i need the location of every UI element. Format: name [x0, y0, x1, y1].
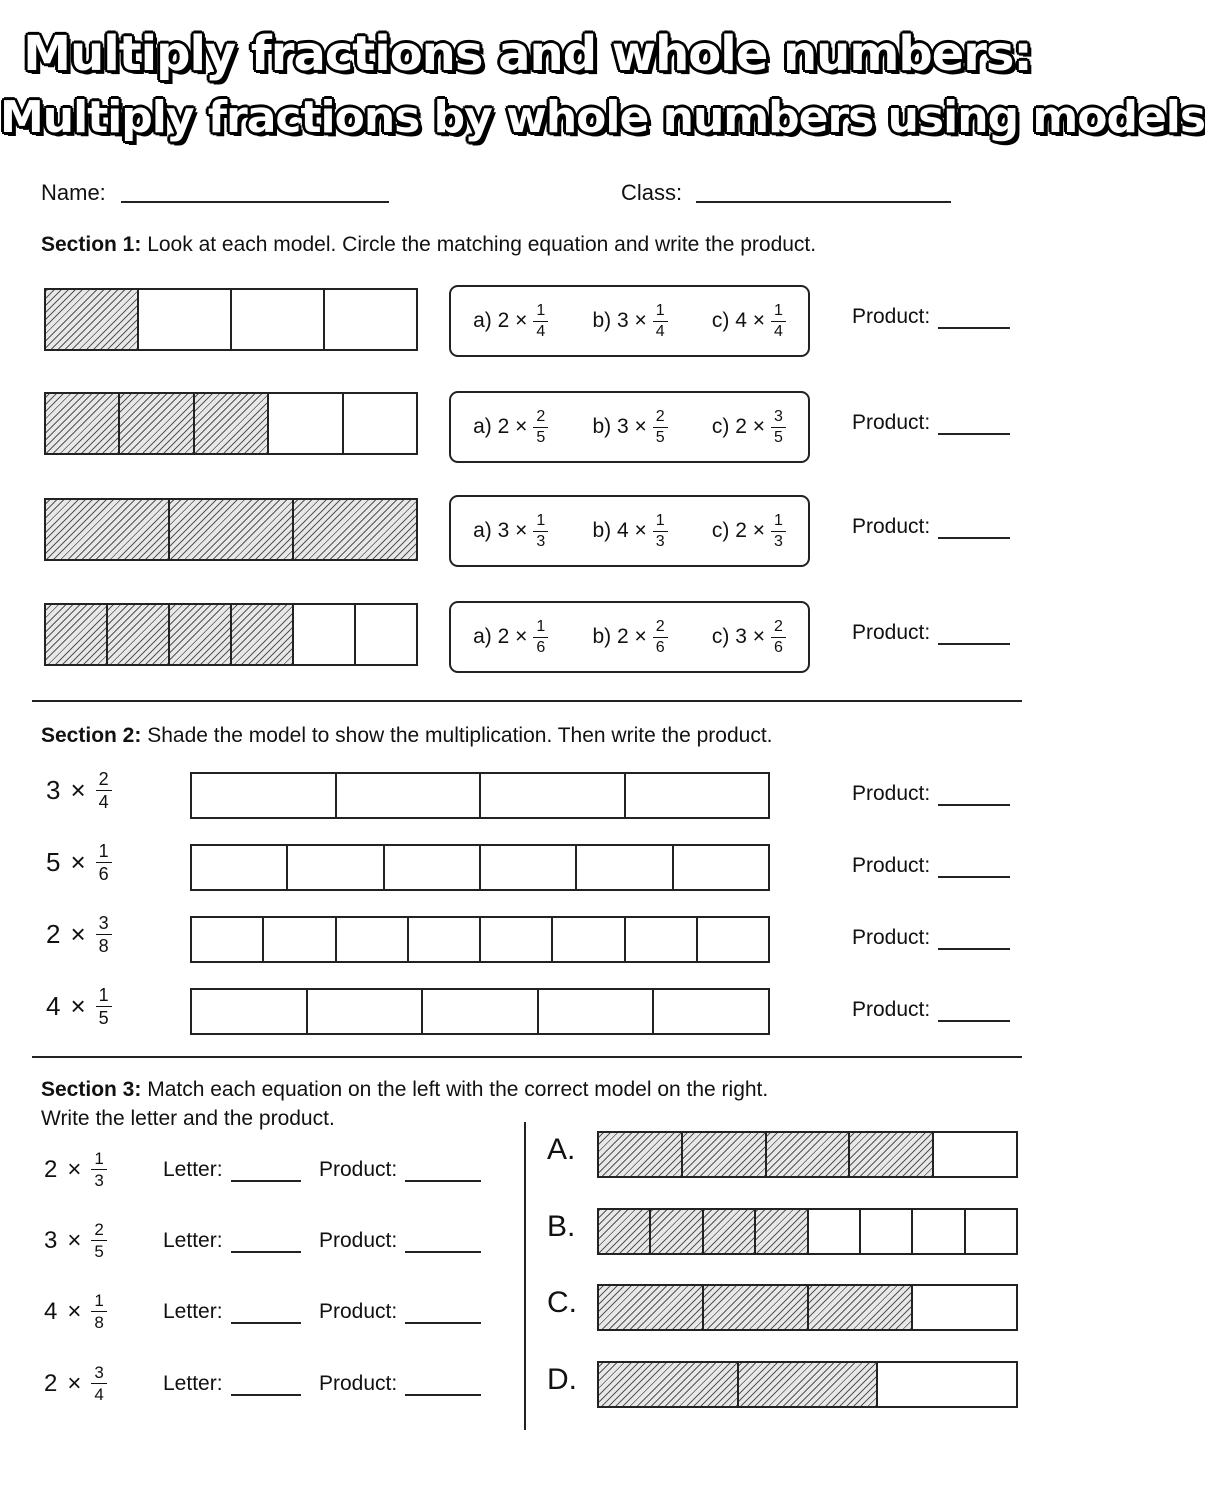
model-part-shaded — [46, 500, 170, 559]
model-part-shaded — [756, 1210, 808, 1253]
fraction-denominator: 5 — [773, 428, 783, 446]
model-letter: D. — [547, 1363, 577, 1396]
fraction-numerator: 3 — [771, 409, 786, 428]
model-part[interactable] — [674, 846, 768, 889]
model-part-shaded — [704, 1210, 756, 1253]
option-text: a) 3 × — [473, 519, 528, 542]
model-part — [934, 1133, 1016, 1176]
whole-number: 4 — [46, 991, 61, 1021]
fraction-model — [44, 288, 418, 351]
fraction-numerator: 1 — [771, 303, 786, 322]
fraction-numerator: 1 — [96, 842, 112, 863]
letter — [163, 1372, 301, 1396]
product-blank[interactable] — [938, 311, 1010, 329]
model-part-shaded — [850, 1133, 934, 1176]
product-blank[interactable] — [405, 1378, 481, 1396]
fraction-model — [597, 1131, 1018, 1178]
model-part-shaded — [599, 1286, 704, 1329]
whole-number: 2 — [46, 919, 61, 949]
model-part — [878, 1363, 1016, 1406]
model-part[interactable] — [654, 990, 768, 1033]
product — [852, 782, 1010, 806]
model-part-shaded — [599, 1133, 683, 1176]
equation-option[interactable] — [473, 303, 548, 340]
letter-label: Letter: — [163, 1372, 223, 1395]
option-text: c) 3 × — [711, 625, 765, 648]
fraction-numerator: 3 — [96, 914, 112, 935]
fraction-model — [597, 1208, 1018, 1255]
fraction-denominator: 3 — [655, 532, 665, 550]
fraction-denominator: 4 — [655, 322, 665, 340]
fraction-denominator: 4 — [773, 322, 783, 340]
model-part-shaded — [46, 290, 139, 349]
fraction — [771, 409, 786, 446]
class-field[interactable] — [696, 201, 951, 203]
model-part[interactable] — [481, 774, 626, 817]
fraction-model — [44, 498, 418, 561]
fraction — [96, 842, 112, 883]
equation — [46, 914, 112, 955]
option-text: b) 3 × — [592, 309, 647, 332]
equation-option[interactable] — [592, 303, 667, 340]
model-part[interactable] — [698, 918, 768, 961]
fraction — [653, 303, 668, 340]
equation-option[interactable] — [473, 409, 548, 446]
fraction-denominator: 3 — [536, 532, 546, 550]
letter-blank[interactable] — [231, 1306, 301, 1324]
model-part-shaded — [809, 1286, 914, 1329]
model-part — [809, 1210, 861, 1253]
option-text: c) 2 × — [711, 519, 765, 542]
equation-option[interactable] — [473, 619, 548, 656]
whole-number: 3 — [46, 775, 61, 805]
letter — [163, 1300, 301, 1324]
fraction-denominator: 8 — [98, 936, 109, 956]
model-part[interactable] — [192, 990, 308, 1033]
fraction — [533, 409, 548, 446]
fraction-denominator: 4 — [98, 792, 109, 812]
fraction-numerator: 2 — [533, 409, 548, 428]
fraction-denominator: 5 — [94, 1242, 104, 1261]
option-text: b) 2 × — [592, 625, 647, 648]
fraction-numerator: 2 — [653, 409, 668, 428]
product — [319, 1229, 481, 1253]
model-part[interactable] — [423, 990, 539, 1033]
model-part-shaded — [739, 1363, 879, 1406]
product — [852, 305, 1010, 329]
model-part[interactable] — [337, 918, 409, 961]
whole-number: 3 — [44, 1226, 58, 1254]
fraction-numerator: 1 — [533, 513, 548, 532]
equation — [46, 986, 112, 1027]
fraction-denominator: 5 — [536, 428, 546, 446]
fraction — [96, 986, 112, 1027]
model-part[interactable] — [337, 774, 482, 817]
model-part — [139, 290, 232, 349]
fraction-numerator: 2 — [771, 619, 786, 638]
equation-choices — [449, 601, 810, 673]
model-part-shaded — [599, 1363, 739, 1406]
equation-option[interactable] — [712, 513, 786, 550]
section3-instructions: Match each equation on the left with the correct model on the right. — [147, 1078, 769, 1101]
option-text: c) 4 × — [711, 309, 765, 332]
model-part-shaded — [294, 500, 416, 559]
class-label: Class: — [621, 180, 683, 205]
fraction-denominator: 6 — [98, 864, 109, 884]
product-label: Product: — [852, 305, 931, 328]
whole-number: 4 — [44, 1297, 58, 1325]
fraction — [653, 619, 668, 656]
model-part-shaded — [170, 500, 294, 559]
model-part[interactable] — [539, 990, 655, 1033]
product — [852, 621, 1010, 645]
model-part-shaded — [232, 605, 294, 664]
fraction — [96, 914, 112, 955]
blank-fraction-model[interactable] — [190, 916, 770, 963]
blank-fraction-model[interactable] — [190, 772, 770, 819]
model-part — [232, 290, 325, 349]
fraction-model — [597, 1284, 1018, 1331]
model-part[interactable] — [288, 846, 384, 889]
fraction-numerator: 2 — [96, 770, 112, 791]
fraction-model — [44, 392, 418, 455]
fraction-numerator: 1 — [91, 1292, 106, 1312]
fraction-model — [44, 603, 418, 666]
equation-option[interactable] — [473, 513, 548, 550]
fraction-numerator: 1 — [533, 619, 548, 638]
letter-label: Letter: — [163, 1229, 223, 1252]
letter-blank[interactable] — [231, 1235, 301, 1253]
fraction-model — [597, 1361, 1018, 1408]
model-part — [913, 1286, 1016, 1329]
model-part[interactable] — [481, 918, 553, 961]
product-label: Product: — [852, 998, 931, 1021]
product-blank[interactable] — [938, 932, 1010, 950]
blank-fraction-model[interactable] — [190, 988, 770, 1035]
model-part[interactable] — [385, 846, 481, 889]
product-label: Product: — [319, 1372, 398, 1395]
model-letter: A. — [547, 1133, 576, 1166]
option-text: b) 4 × — [592, 519, 647, 542]
section3-label: Section 3: — [41, 1078, 142, 1101]
product-label: Product: — [319, 1300, 398, 1323]
fraction — [533, 513, 548, 550]
product — [852, 854, 1010, 878]
equation-option[interactable] — [712, 619, 786, 656]
product-blank[interactable] — [405, 1235, 481, 1253]
section-divider — [32, 700, 1022, 702]
whole-number: 5 — [46, 847, 61, 877]
model-part[interactable] — [577, 846, 673, 889]
fraction — [91, 1364, 106, 1403]
fraction-numerator: 1 — [533, 303, 548, 322]
fraction — [91, 1221, 106, 1260]
section3-heading — [41, 1075, 768, 1133]
product-label: Product: — [319, 1229, 398, 1252]
product — [319, 1372, 481, 1396]
model-part-shaded — [108, 605, 170, 664]
model-part-shaded — [46, 605, 108, 664]
product-label: Product: — [852, 621, 931, 644]
equation-option[interactable] — [592, 409, 667, 446]
equation-option[interactable] — [712, 303, 786, 340]
model-part[interactable] — [626, 774, 769, 817]
section1-label: Section 1: — [41, 233, 142, 256]
fraction-denominator: 6 — [655, 638, 665, 656]
fraction — [91, 1292, 106, 1331]
option-text: b) 3 × — [592, 415, 647, 438]
equation-choices — [449, 391, 810, 463]
model-part — [356, 605, 416, 664]
option-text: a) 2 × — [473, 309, 528, 332]
name-field[interactable] — [121, 201, 389, 203]
fraction — [771, 303, 786, 340]
fraction-numerator: 1 — [96, 986, 112, 1007]
letter-label: Letter: — [163, 1300, 223, 1323]
equation — [44, 1292, 107, 1331]
fraction — [96, 770, 112, 811]
product-label: Product: — [852, 782, 931, 805]
model-part-shaded — [599, 1210, 651, 1253]
model-letter: B. — [547, 1210, 576, 1243]
equation-option[interactable] — [712, 409, 786, 446]
letter — [163, 1229, 301, 1253]
fraction-numerator: 1 — [653, 513, 668, 532]
model-part-shaded — [683, 1133, 767, 1176]
model-part-shaded — [46, 394, 120, 453]
product-label: Product: — [319, 1158, 398, 1181]
model-part — [269, 394, 343, 453]
product — [852, 926, 1010, 950]
fraction-denominator: 6 — [773, 638, 783, 656]
fraction-denominator: 5 — [98, 1008, 109, 1028]
equation — [44, 1364, 107, 1403]
product-blank[interactable] — [938, 788, 1010, 806]
times-sign: × — [70, 847, 86, 877]
product-blank[interactable] — [405, 1306, 481, 1324]
model-part-shaded — [651, 1210, 703, 1253]
model-part[interactable] — [264, 918, 336, 961]
product-blank[interactable] — [938, 627, 1010, 645]
letter — [163, 1158, 301, 1182]
model-part[interactable] — [192, 846, 288, 889]
fraction — [653, 513, 668, 550]
equation — [44, 1150, 107, 1189]
model-part — [913, 1210, 965, 1253]
model-part[interactable] — [481, 846, 577, 889]
product-label: Product: — [852, 515, 931, 538]
equation — [46, 770, 112, 811]
model-letter: C. — [547, 1286, 577, 1319]
times-sign: × — [67, 1155, 82, 1183]
times-sign: × — [70, 919, 86, 949]
model-part — [294, 605, 356, 664]
product — [852, 411, 1010, 435]
equation — [46, 842, 112, 883]
fraction-denominator: 4 — [536, 322, 546, 340]
section1-instructions: Look at each model. Circle the matching equation and write the product. — [147, 233, 817, 256]
option-text: c) 2 × — [711, 415, 765, 438]
model-part[interactable] — [553, 918, 625, 961]
model-part — [325, 290, 416, 349]
option-text: a) 2 × — [473, 415, 528, 438]
fraction-numerator: 1 — [91, 1150, 106, 1170]
product-label: Product: — [852, 411, 931, 434]
equation-option[interactable] — [592, 619, 667, 656]
product-label: Product: — [852, 926, 931, 949]
section-divider — [32, 1056, 1022, 1058]
equation-choices — [449, 495, 810, 567]
fraction-numerator: 1 — [653, 303, 668, 322]
name-label: Name: — [41, 180, 106, 205]
fraction-denominator: 5 — [655, 428, 665, 446]
letter-blank[interactable] — [231, 1378, 301, 1396]
section2-instructions: Shade the model to show the multiplication. Then write the product. — [147, 724, 773, 747]
fraction-denominator: 3 — [773, 532, 783, 550]
times-sign: × — [67, 1297, 82, 1325]
times-sign: × — [67, 1369, 82, 1397]
product — [319, 1158, 481, 1182]
fraction-denominator: 8 — [94, 1313, 104, 1332]
fraction — [771, 513, 786, 550]
product-blank[interactable] — [938, 417, 1010, 435]
whole-number: 2 — [44, 1155, 58, 1183]
times-sign: × — [67, 1226, 82, 1254]
fraction — [771, 619, 786, 656]
equation-choices — [449, 285, 810, 357]
model-part[interactable] — [409, 918, 481, 961]
worksheet-subtitle: Multiply fractions by whole numbers using models — [0, 92, 1205, 143]
model-part — [966, 1210, 1016, 1253]
letter-blank[interactable] — [231, 1164, 301, 1182]
fraction — [91, 1150, 106, 1189]
model-part[interactable] — [192, 918, 264, 961]
product-blank[interactable] — [938, 521, 1010, 539]
product — [852, 515, 1010, 539]
letter-label: Letter: — [163, 1158, 223, 1181]
section1-heading — [41, 233, 816, 257]
product-blank[interactable] — [405, 1164, 481, 1182]
column-divider — [524, 1122, 526, 1430]
equation-option[interactable] — [592, 513, 667, 550]
product — [319, 1300, 481, 1324]
model-part[interactable] — [192, 774, 337, 817]
option-text: a) 2 × — [473, 625, 528, 648]
model-part[interactable] — [308, 990, 424, 1033]
times-sign: × — [70, 991, 86, 1021]
fraction-numerator: 2 — [653, 619, 668, 638]
whole-number: 2 — [44, 1369, 58, 1397]
fraction-denominator: 4 — [94, 1385, 104, 1404]
model-part-shaded — [170, 605, 232, 664]
model-part-shaded — [120, 394, 194, 453]
equation — [44, 1221, 107, 1260]
fraction-numerator: 3 — [91, 1364, 106, 1384]
fraction — [533, 303, 548, 340]
fraction-numerator: 1 — [771, 513, 786, 532]
fraction — [653, 409, 668, 446]
product-blank[interactable] — [938, 1004, 1010, 1022]
model-part — [344, 394, 416, 453]
model-part-shaded — [195, 394, 269, 453]
section2-heading — [41, 724, 773, 748]
times-sign: × — [70, 775, 86, 805]
model-part[interactable] — [626, 918, 698, 961]
model-part-shaded — [704, 1286, 809, 1329]
fraction — [533, 619, 548, 656]
fraction-numerator: 2 — [91, 1221, 106, 1241]
fraction-denominator: 3 — [94, 1171, 104, 1190]
worksheet-title: Multiply fractions and whole numbers: — [23, 26, 1032, 82]
blank-fraction-model[interactable] — [190, 844, 770, 891]
product-label: Product: — [852, 854, 931, 877]
fraction-denominator: 6 — [536, 638, 546, 656]
product-blank[interactable] — [938, 860, 1010, 878]
section2-label: Section 2: — [41, 724, 142, 747]
section3-instructions-line2: Write the letter and the product. — [41, 1107, 335, 1130]
model-part — [861, 1210, 913, 1253]
product — [852, 998, 1010, 1022]
model-part-shaded — [767, 1133, 851, 1176]
